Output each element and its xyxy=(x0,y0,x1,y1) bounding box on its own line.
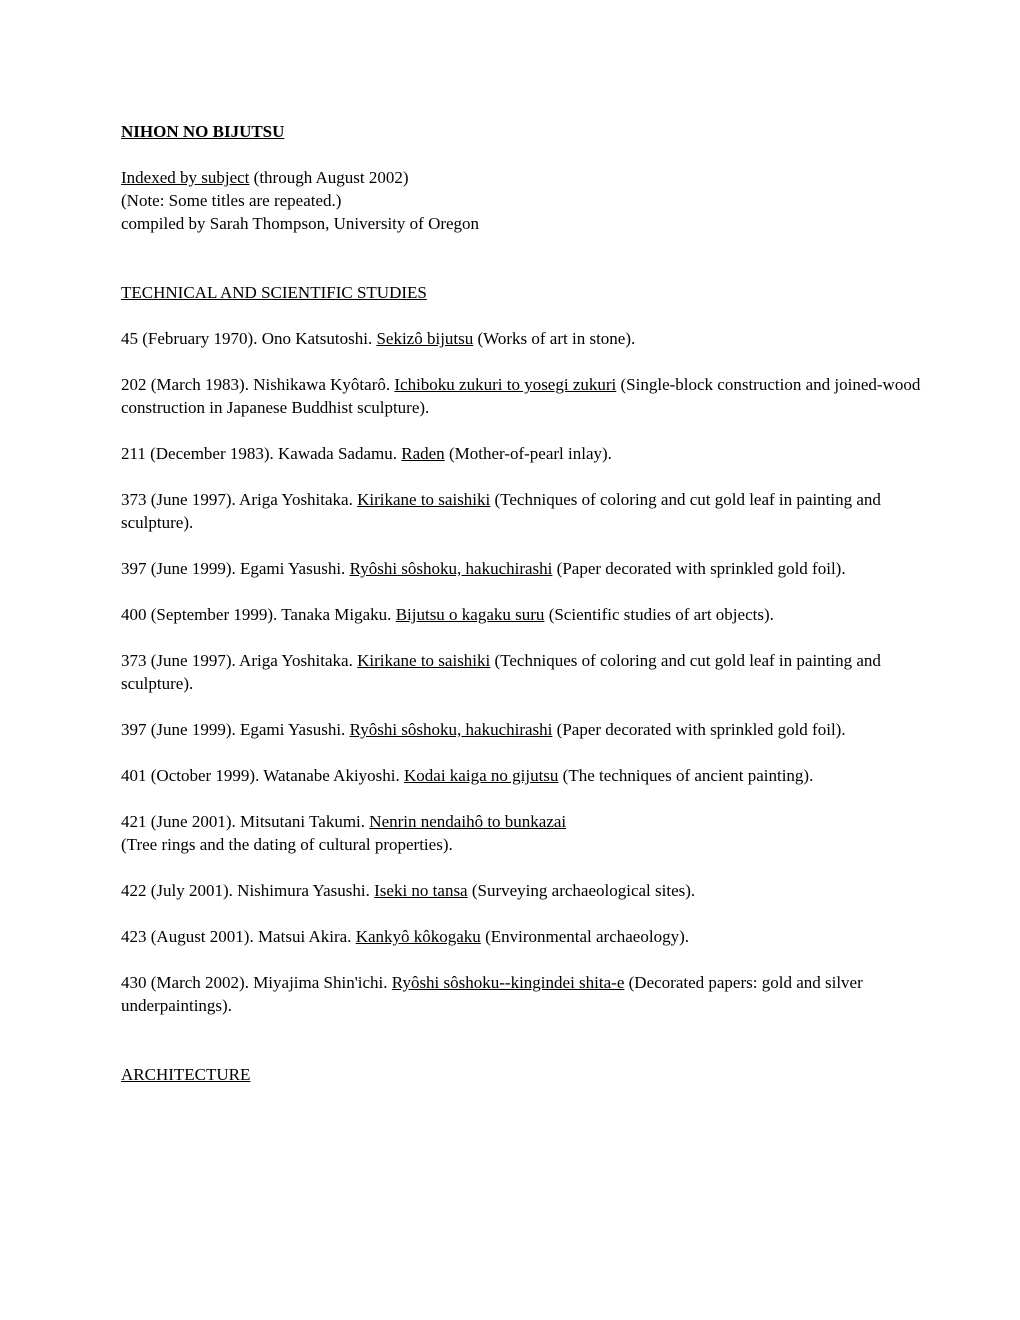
entry-citation: 397 (June 1999). Egami Yasushi. xyxy=(121,559,350,578)
list-item xyxy=(121,879,921,902)
entry-title: Iseki no tansa xyxy=(374,881,468,900)
entry-description: (Works of art in stone). xyxy=(473,329,636,348)
entry-citation: 430 (March 2002). Miyajima Shin'ichi. xyxy=(121,973,392,992)
entry-description: (Decorated papers: gold and silver underpaintings). xyxy=(121,973,863,1015)
indexed-line xyxy=(121,166,921,189)
entry-title: Nenrin nendaihô to bunkazai xyxy=(369,812,567,831)
entry-description: (The techniques of ancient painting). xyxy=(558,766,814,785)
section-heading-architecture: ARCHITECTURE xyxy=(121,1065,251,1084)
list-item xyxy=(121,442,921,465)
entry-title: Ryôshi sôshoku, hakuchirashi xyxy=(349,559,553,578)
entry-citation: 400 (September 1999). Tanaka Migaku. xyxy=(121,605,396,624)
compiled-line: compiled by Sarah Thompson, University of Oregon xyxy=(121,214,480,233)
list-item xyxy=(121,971,921,1017)
list-item xyxy=(121,327,921,350)
list-item xyxy=(121,603,921,626)
entry-citation: 401 (October 1999). Watanabe Akiyoshi. xyxy=(121,766,405,785)
list-item xyxy=(121,649,921,695)
entry-title: Ichiboku zukuri to yosegi zukuri xyxy=(394,375,617,394)
entry-description: (Paper decorated with sprinkled gold foil). xyxy=(552,559,846,578)
entry-citation: 211 (December 1983). Kawada Sadamu. xyxy=(121,444,402,463)
entry-citation: 422 (July 2001). Nishimura Yasushi. xyxy=(121,881,375,900)
entry-description: (Techniques of coloring and cut gold leaf in painting and sculpture). xyxy=(121,490,881,532)
list-item xyxy=(121,488,921,534)
entry-citation: 421 (June 2001). Mitsutani Takumi. xyxy=(121,812,370,831)
entry-citation: 202 (March 1983). Nishikawa Kyôtarô. xyxy=(121,375,395,394)
entry-citation: 373 (June 1997). Ariga Yoshitaka. xyxy=(121,490,358,509)
entry-citation: 45 (February 1970). Ono Katsutoshi. xyxy=(121,329,377,348)
technical-entries-list xyxy=(121,327,921,1017)
list-item xyxy=(121,810,921,856)
entry-citation: 373 (June 1997). Ariga Yoshitaka. xyxy=(121,651,358,670)
entry-description: (Techniques of coloring and cut gold leaf in painting and sculpture). xyxy=(121,651,881,693)
entry-title: Kirikane to saishiki xyxy=(357,490,491,509)
note-line: (Note: Some titles are repeated.) xyxy=(121,191,342,210)
entry-description: (Mother-of-pearl inlay). xyxy=(444,444,612,463)
entry-citation: 423 (August 2001). Matsui Akira. xyxy=(121,927,356,946)
entry-title: Kodai kaiga no gijutsu xyxy=(404,766,559,785)
indexed-by-subject-link[interactable]: Indexed by subject xyxy=(121,168,250,187)
entry-title: Raden xyxy=(401,444,445,463)
entry-description: (Environmental archaeology). xyxy=(480,927,689,946)
indexed-date-text: (through August 2002) xyxy=(249,168,409,187)
entry-title: Ryôshi sôshoku, hakuchirashi xyxy=(349,720,553,739)
entry-title: Kirikane to saishiki xyxy=(357,651,491,670)
entry-title: Sekizô bijutsu xyxy=(376,329,474,348)
entry-description: (Tree rings and the dating of cultural properties). xyxy=(121,835,453,854)
list-item xyxy=(121,764,921,787)
document-page xyxy=(121,120,921,1086)
entry-description: (Single-block construction and joined-wood construction in Japanese Buddhist sculpture). xyxy=(121,375,921,417)
intro-block xyxy=(121,166,921,235)
entry-title: Kankyô kôkogaku xyxy=(355,927,481,946)
entry-title: Bijutsu o kagaku suru xyxy=(395,605,545,624)
entry-description: (Paper decorated with sprinkled gold foil). xyxy=(552,720,846,739)
list-item xyxy=(121,373,921,419)
entry-title: Ryôshi sôshoku--kingindei shita-e xyxy=(391,973,625,992)
entry-description: (Surveying archaeological sites). xyxy=(467,881,696,900)
list-item xyxy=(121,925,921,948)
entry-citation: 397 (June 1999). Egami Yasushi. xyxy=(121,720,350,739)
list-item xyxy=(121,718,921,741)
entry-description: (Scientific studies of art objects). xyxy=(544,605,774,624)
list-item xyxy=(121,557,921,580)
section-heading-technical: TECHNICAL AND SCIENTIFIC STUDIES xyxy=(121,283,427,302)
page-title: NIHON NO BIJUTSU xyxy=(121,122,285,141)
